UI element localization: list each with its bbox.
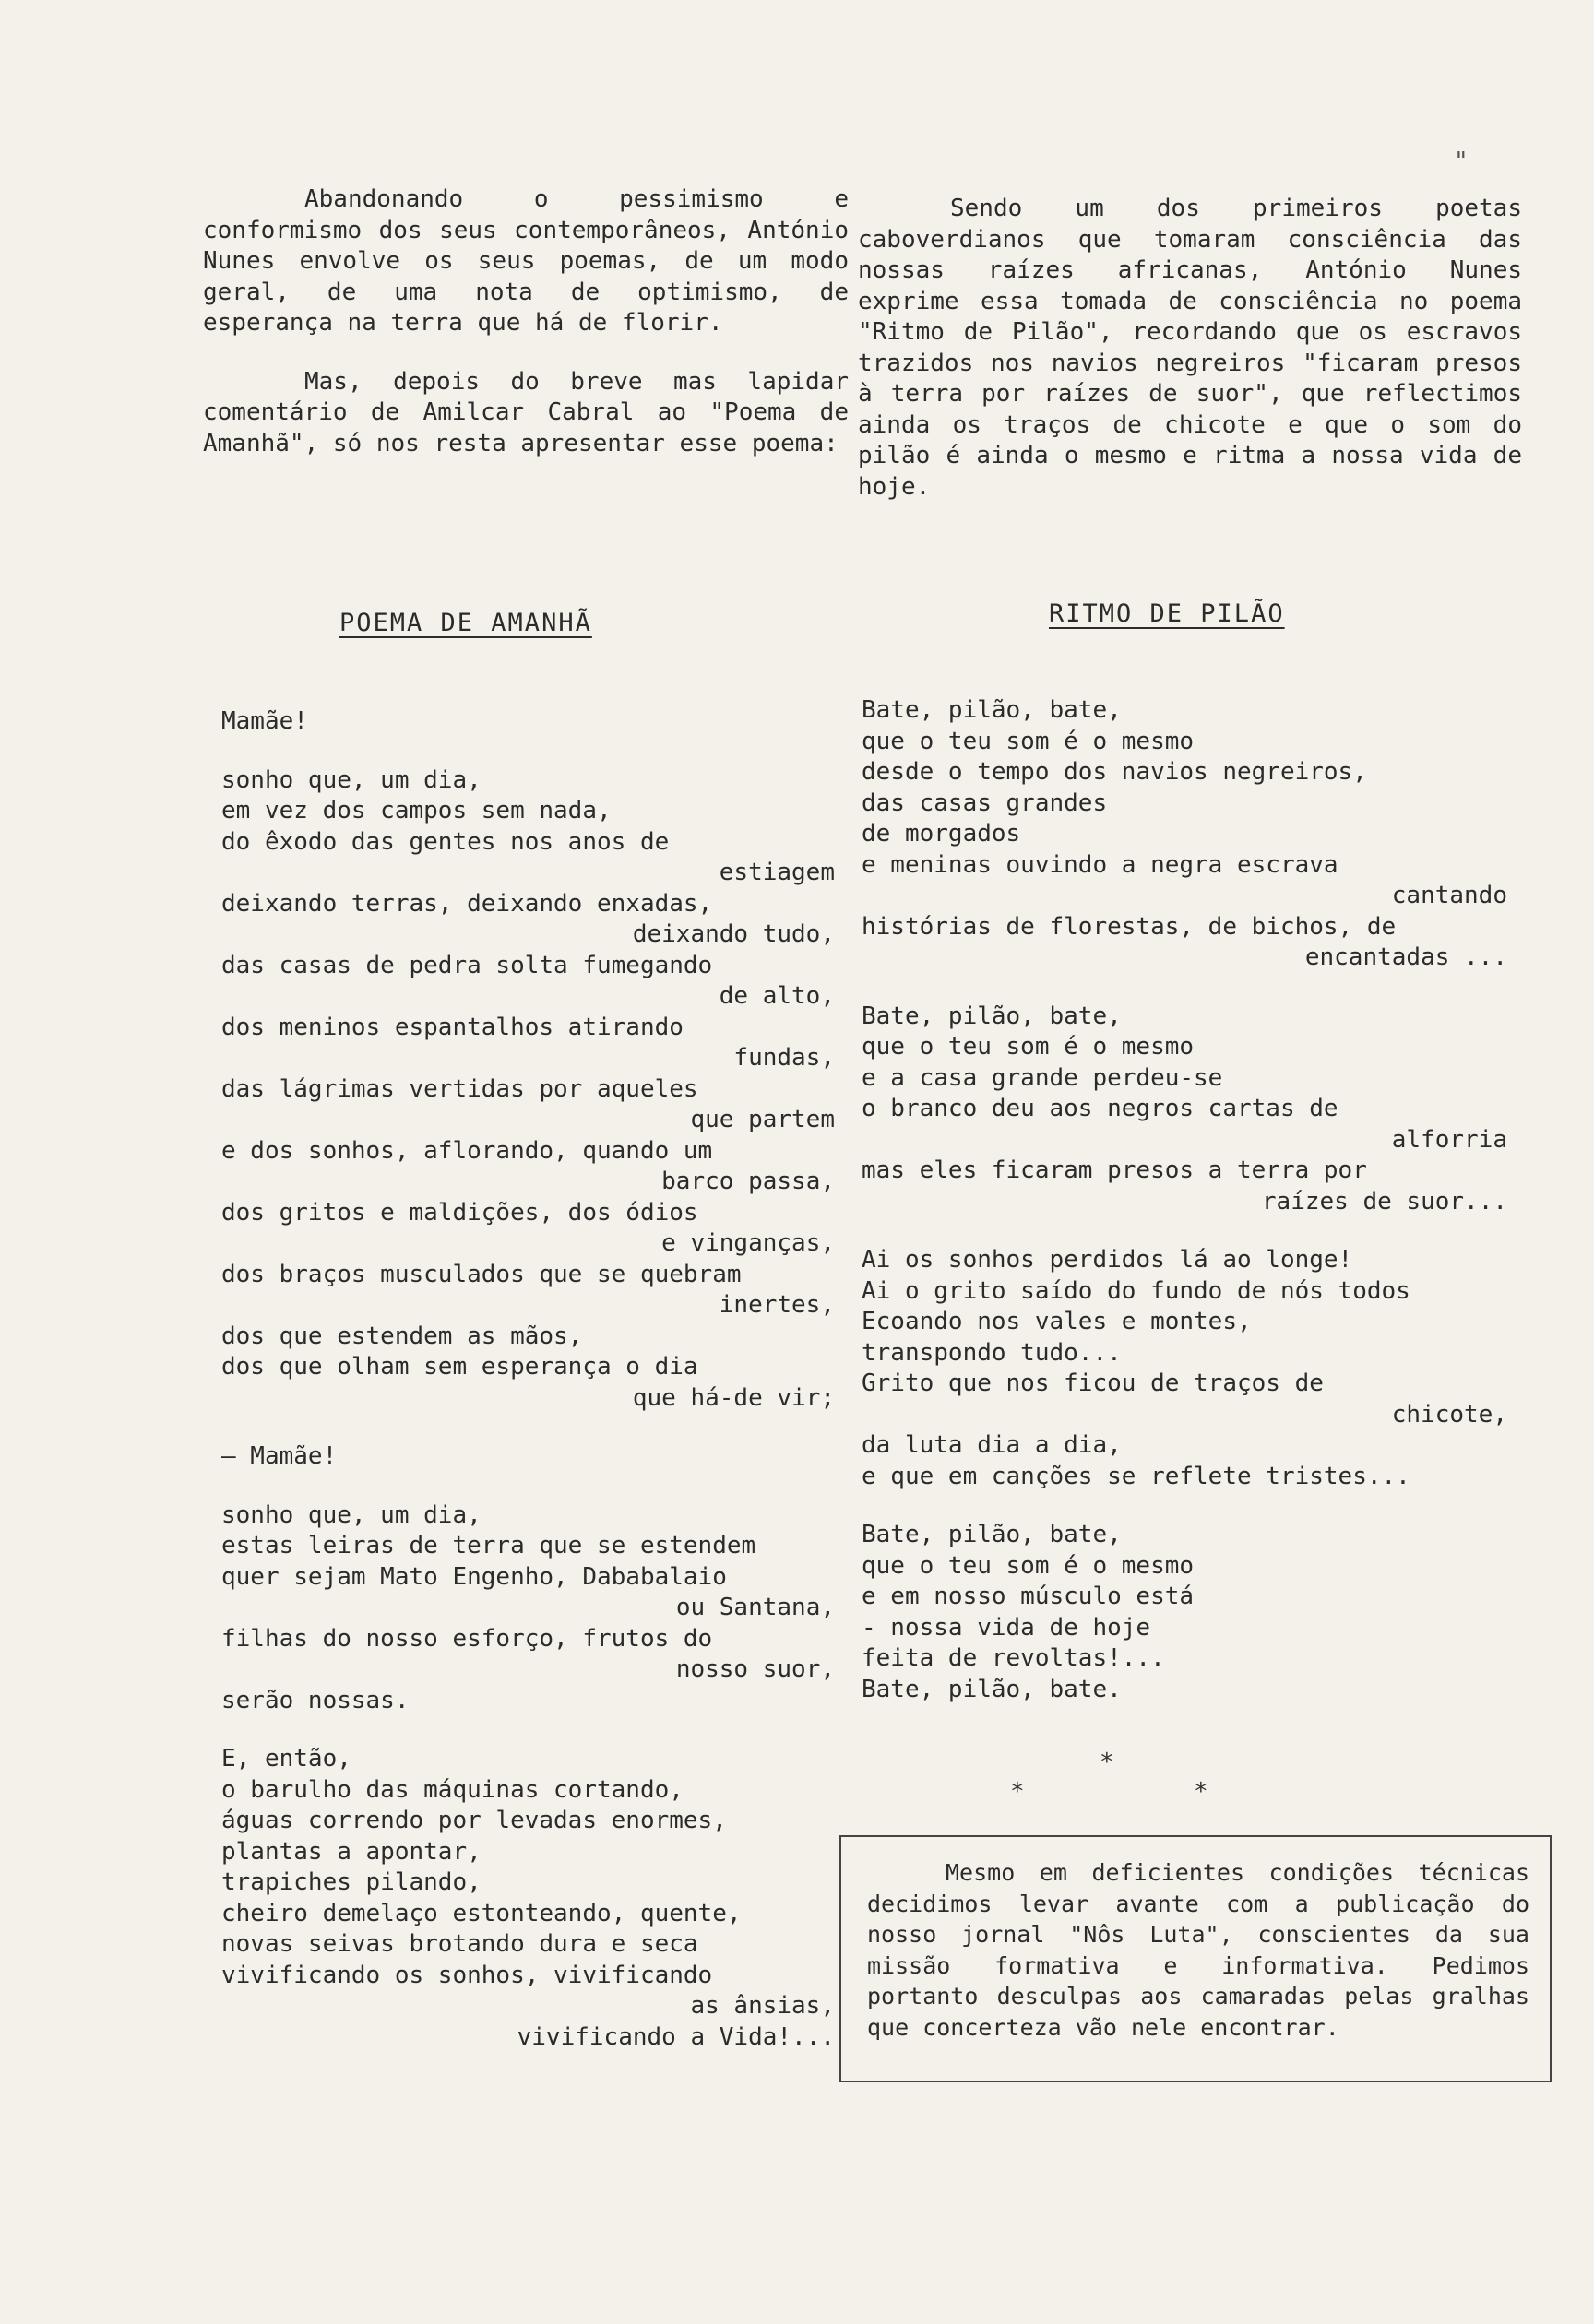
poem-line: vivificando a Vida!... — [517, 2022, 835, 2051]
poem-line: deixando tudo, — [632, 920, 835, 948]
poem-line: dos gritos e maldições, dos ódios — [221, 1198, 698, 1227]
poem-line: dos braços musculados que se quebram — [221, 1260, 742, 1288]
separator-star: * — [1194, 1778, 1208, 1806]
poem-line: deixando terras, deixando enxadas, — [221, 889, 713, 918]
poem-line: águas correndo por levadas enormes, — [221, 1807, 727, 1834]
poem-line: mas eles ficaram presos a terra por — [862, 1156, 1367, 1184]
poem-line: que o teu som é o mesmo — [862, 727, 1195, 755]
poem-line: raízes de suor... — [1261, 1187, 1507, 1215]
poem-line: o branco deu aos negros cartas de — [862, 1095, 1338, 1122]
poem-line: dos meninos espantalhos atirando — [221, 1013, 684, 1041]
poem-line: dos que estendem as mãos, — [221, 1322, 583, 1350]
poem-line: e em nosso músculo está — [862, 1583, 1195, 1610]
poem-line: novas seivas brotando dura e seca — [221, 1930, 698, 1958]
poem-line: e dos sonhos, aflorando, quando um — [221, 1136, 713, 1165]
separator-star: * — [1010, 1778, 1025, 1806]
poem-line: de alto, — [719, 982, 835, 1010]
poem-line: desde o tempo dos navios negreiros, — [862, 758, 1367, 786]
poem-line: das casas de pedra solta fumegando — [221, 951, 713, 979]
poem-line: em vez dos campos sem nada, — [221, 797, 612, 824]
poem-line: serão nossas. — [221, 1686, 410, 1714]
poem-line: histórias de florestas, de bichos, de — [862, 912, 1397, 941]
poem-stanza — [862, 1002, 1507, 1218]
poem-line: e a casa grande perdeu-se — [862, 1063, 1223, 1092]
poem-line: dos que olham sem esperança o dia — [221, 1353, 698, 1381]
poem-line: Bate, pilão, bate. — [862, 1675, 1122, 1703]
poem-line: que o teu som é o mesmo — [862, 1033, 1195, 1061]
poem-stanza — [862, 1245, 1507, 1492]
poem-line: barco passa, — [661, 1168, 835, 1195]
poem-line: cantando — [1391, 882, 1507, 909]
poem-line: quer sejam Mato Engenho, Dababalaio — [221, 1562, 727, 1591]
poem-line: vivificando os sonhos, vivificando — [221, 1961, 713, 1989]
poem-line: nosso suor, — [675, 1655, 835, 1683]
poem-stanza — [221, 1500, 835, 1717]
poem-line: plantas a apontar, — [221, 1837, 482, 1866]
poem-line: alforria — [1391, 1125, 1507, 1154]
poem-line: e que em canções se reflete tristes... — [862, 1462, 1410, 1490]
right-intro — [858, 194, 1522, 530]
poem-line: o barulho das máquinas cortando, — [221, 1775, 684, 1804]
poem-stanza — [221, 706, 835, 738]
poem-line: Bate, pilão, bate, — [862, 1521, 1122, 1548]
poem-line: Bate, pilão, bate, — [862, 1002, 1122, 1030]
poem-line: e vinganças, — [661, 1229, 835, 1257]
poem-line: Bate, pilão, bate, — [862, 696, 1122, 724]
poem-line: que o teu som é o mesmo — [862, 1551, 1195, 1580]
poem-stanza — [221, 1441, 835, 1473]
poem-line: — Mamãe! — [221, 1442, 338, 1470]
poem-line: e meninas ouvindo a negra escrava — [862, 850, 1338, 879]
poem-line: das casas grandes — [862, 788, 1108, 817]
poem-line: estiagem — [719, 859, 835, 886]
poem-line: cheiro demelaço estonteando, quente, — [221, 1899, 742, 1927]
right-intro-paragraph-1: Sendo um dos primeiros poetas caboverdianos que tomaram consciência das nossas raízes africanas, António Nunes exprime essa tomada de consciência no poema "Ritmo de Pilão", recordando que os escravos trazidos nos navios negreiros "ficaram presos à terra por raízes de suor", que reflectimos ainda os traços de chicote e que o som do pilão é ainda o mesmo e ritma a nossa vida de hoje. — [858, 195, 1522, 501]
poem-line: Ai os sonhos perdidos lá ao longe! — [862, 1246, 1353, 1274]
poem-title-ritmo: RITMO DE PILÃO — [1049, 599, 1285, 628]
poem-line: filhas do nosso esforço, frutos do — [221, 1624, 713, 1653]
poem-line: sonho que, um dia, — [221, 765, 482, 794]
poem-line: as ânsias, — [690, 1992, 835, 2020]
poem-line: transpondo tudo... — [862, 1338, 1122, 1367]
separator-star: * — [1100, 1749, 1114, 1776]
poem-stanza — [221, 765, 835, 1415]
poem-stanza — [862, 1520, 1507, 1705]
poem-line: estas leiras de terra que se estendem — [221, 1532, 756, 1559]
page-mark: " — [1454, 148, 1469, 175]
poem-line: Ai o grito saído do fundo de nós todos — [862, 1276, 1410, 1305]
poem-line: inertes, — [719, 1291, 835, 1319]
poem-line: sonho que, um dia, — [221, 1500, 482, 1529]
poem-ritmo-de-pilao — [862, 695, 1507, 1733]
poem-line: Grito que nos ficou de traços de — [862, 1370, 1324, 1397]
editorial-note-box — [839, 1835, 1552, 2082]
poem-line: das lágrimas vertidas por aqueles — [221, 1074, 698, 1103]
poem-line: encantadas ... — [1304, 943, 1507, 971]
left-intro-paragraph-2: Mas, depois do breve mas lapidar comentário de Amilcar Cabral ao "Poema de Amanhã", só nos resta apresentar esse poema: — [203, 367, 849, 457]
poem-stanza — [862, 695, 1507, 974]
poem-line: Ecoando nos vales e montes, — [862, 1308, 1252, 1335]
left-intro-paragraph-1: Abandonando o pessimismo e conformismo dos seus contemporâneos, António Nunes envolve os seus poemas, de um modo geral, de uma nota de optimismo, de esperança na terra que há de florir. — [203, 185, 849, 337]
poem-line: fundas, — [733, 1044, 835, 1072]
poem-line: de morgados — [862, 820, 1021, 848]
poem-line: trapiches pilando, — [221, 1868, 482, 1896]
poem-line: ou Santana, — [675, 1594, 835, 1621]
poem-line: feita de revoltas!... — [862, 1644, 1165, 1672]
poem-line: que partem — [690, 1106, 835, 1133]
editorial-note-text: Mesmo em deficientes condições técnicas decidimos levar avante com a publicação do nosso jornal "Nôs Luta", conscientes da sua missão formativa e informativa. Pedimos portanto desculpas aos camaradas pelas gralhas que concerteza vão nele encontrar. — [867, 1859, 1529, 2041]
poem-line: Mamãe! — [221, 707, 308, 735]
poem-title-amanha: POEMA DE AMANHÃ — [339, 609, 592, 637]
poem-line: chicote, — [1391, 1400, 1507, 1429]
poem-amanha — [221, 706, 835, 2081]
poem-line: que há-de vir; — [632, 1383, 835, 1412]
poem-line: - nossa vida de hoje — [862, 1613, 1151, 1642]
poem-stanza — [221, 1744, 835, 2053]
left-intro — [203, 184, 849, 487]
poem-line: do êxodo das gentes nos anos de — [221, 827, 670, 856]
poem-line: E, então, — [221, 1745, 351, 1773]
poem-line: da luta dia a dia, — [862, 1431, 1122, 1459]
